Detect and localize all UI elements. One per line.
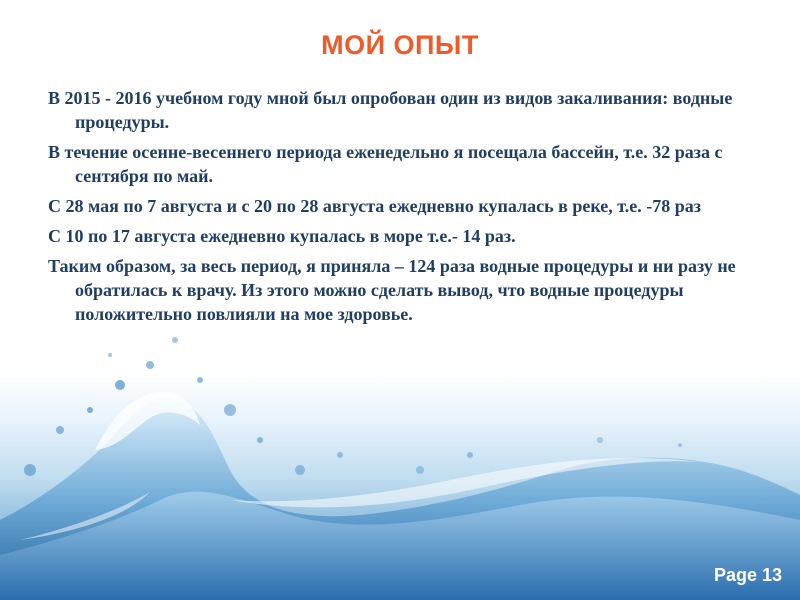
paragraph-2: В течение осенне-весеннего периода еженедельно я посещала бассейн, т.е. 32 раза с сентября по май. (48, 142, 723, 186)
paragraph-5: Таким образом, за весь период, я приняла – 124 раза водные процедуры и ни разу не обратилась к врачу. Из этого можно сделать вывод, что водные процедуры положительно повлияли на мое здоровье. (48, 256, 736, 324)
body-text (48, 86, 776, 332)
paragraph-1: В 2015 - 2016 учебном году мной был опробован один из видов закаливания: водные процедуры. (48, 88, 733, 132)
paragraph-4: С 10 по 17 августа ежедневно купалась в море т.е.- 14 раз. (48, 226, 516, 246)
paragraph-3: С 28 мая по 7 августа и с 20 по 28 августа ежедневно купалась в реке, т.е. -78 раз (48, 196, 701, 216)
page-number: Page 13 (713, 565, 782, 585)
slide-title: МОЙ ОПЫТ (321, 30, 479, 60)
